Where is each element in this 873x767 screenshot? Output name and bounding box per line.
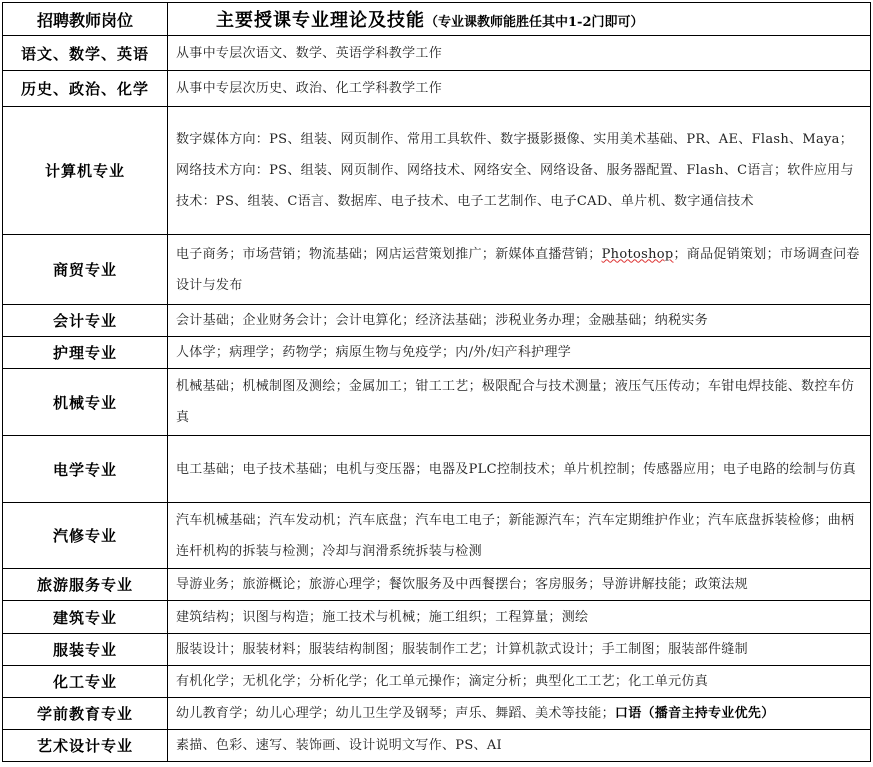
post-description: 数字媒体方向：PS、组装、网页制作、常用工具软件、数字摄影摄像、实用美术基础、PR、AE、Flash、Maya；网络技术方向：PS、组装、网页制作、网络技术、网络安全、网络设备、服务器配置、Flash、C语言；软件应用与技术：PS、组装、C语言、数据库、电子技术、电子工艺制作、电子CAD、单片机、数字通信技术 [168,107,871,235]
header-post: 招聘教师岗位 [3,3,168,36]
post-name: 计算机专业 [3,107,168,235]
table-row [3,698,871,730]
header-main-title: 主要授课专业理论及技能 [216,10,425,31]
post-name: 汽修专业 [3,503,168,569]
desc-part: ；商品促销策划；市场调查问卷设计与发布 [176,246,860,293]
post-description: 会计基础；企业财务会计；会计电算化；经济法基础；涉税业务办理；金融基础；纳税实务 [168,305,871,337]
table-row [3,305,871,337]
post-description: 素描、色彩、速写、装饰画、设计说明文写作、PS、AI [168,730,871,762]
post-name: 语文、数学、英语 [3,36,168,71]
table-row [3,235,871,305]
table-row [3,503,871,569]
desc-photoshop: Photoshop [601,246,674,262]
table-row [3,337,871,369]
desc-part: 幼儿教育学；幼儿心理学；幼儿卫生学及钢琴；声乐、舞蹈、美术等技能； [176,706,615,721]
post-description: 机械基础；机械制图及测绘；金属加工；钳工工艺；极限配合与技术测量；液压气压传动；车钳电焊技能、数控车仿真 [168,369,871,436]
header-main-note: （专业课教师能胜任其中1-2门即可） [425,15,644,30]
post-description: 服装设计；服装材料；服装结构制图；服装制作工艺；计算机款式设计；手工制图；服装部件缝制 [168,634,871,666]
table-row [3,436,871,503]
post-description: 建筑结构；识图与构造；施工技术与机械；施工组织；工程算量；测绘 [168,601,871,634]
post-name: 电学专业 [3,436,168,503]
table-row [3,730,871,762]
table-row [3,634,871,666]
post-description [168,698,871,730]
post-description: 有机化学；无机化学；分析化学；化工单元操作；滴定分析；典型化工工艺；化工单元仿真 [168,666,871,698]
table-header-row [3,3,871,36]
post-name: 护理专业 [3,337,168,369]
post-name: 服装专业 [3,634,168,666]
post-description: 电工基础；电子技术基础；电机与变压器；电器及PLC控制技术；单片机控制；传感器应用；电子电路的绘制与仿真 [168,436,871,503]
post-name: 建筑专业 [3,601,168,634]
post-description: 从事中专层次语文、数学、英语学科教学工作 [168,36,871,71]
post-name: 学前教育专业 [3,698,168,730]
table-row [3,36,871,71]
post-description: 汽车机械基础；汽车发动机；汽车底盘；汽车电工电子；新能源汽车；汽车定期维护作业；汽车底盘拆装检修；曲柄连杆机构的拆装与检测；冷却与润滑系统拆装与检测 [168,503,871,569]
post-name: 商贸专业 [3,235,168,305]
post-name: 历史、政治、化学 [3,71,168,107]
post-name: 会计专业 [3,305,168,337]
table-row [3,107,871,235]
post-description: 人体学；病理学；药物学；病原生物与免疫学；内/外/妇产科护理学 [168,337,871,369]
table-row [3,601,871,634]
desc-bold-part: 口语（播音主持专业优先） [614,706,775,721]
post-description: 导游业务；旅游概论；旅游心理学；餐饮服务及中西餐摆台；客房服务；导游讲解技能；政策法规 [168,569,871,601]
post-description: 从事中专层次历史、政治、化工学科教学工作 [168,71,871,107]
desc-part: 电子商务；市场营销；物流基础；网店运营策划推广；新媒体直播营销； [176,246,602,262]
table-row [3,71,871,107]
table-row [3,666,871,698]
table-row [3,369,871,436]
post-name: 艺术设计专业 [3,730,168,762]
header-main [168,3,871,36]
teacher-recruitment-table [2,2,871,762]
post-description [168,235,871,305]
table-row [3,569,871,601]
post-name: 化工专业 [3,666,168,698]
post-name: 机械专业 [3,369,168,436]
post-name: 旅游服务专业 [3,569,168,601]
